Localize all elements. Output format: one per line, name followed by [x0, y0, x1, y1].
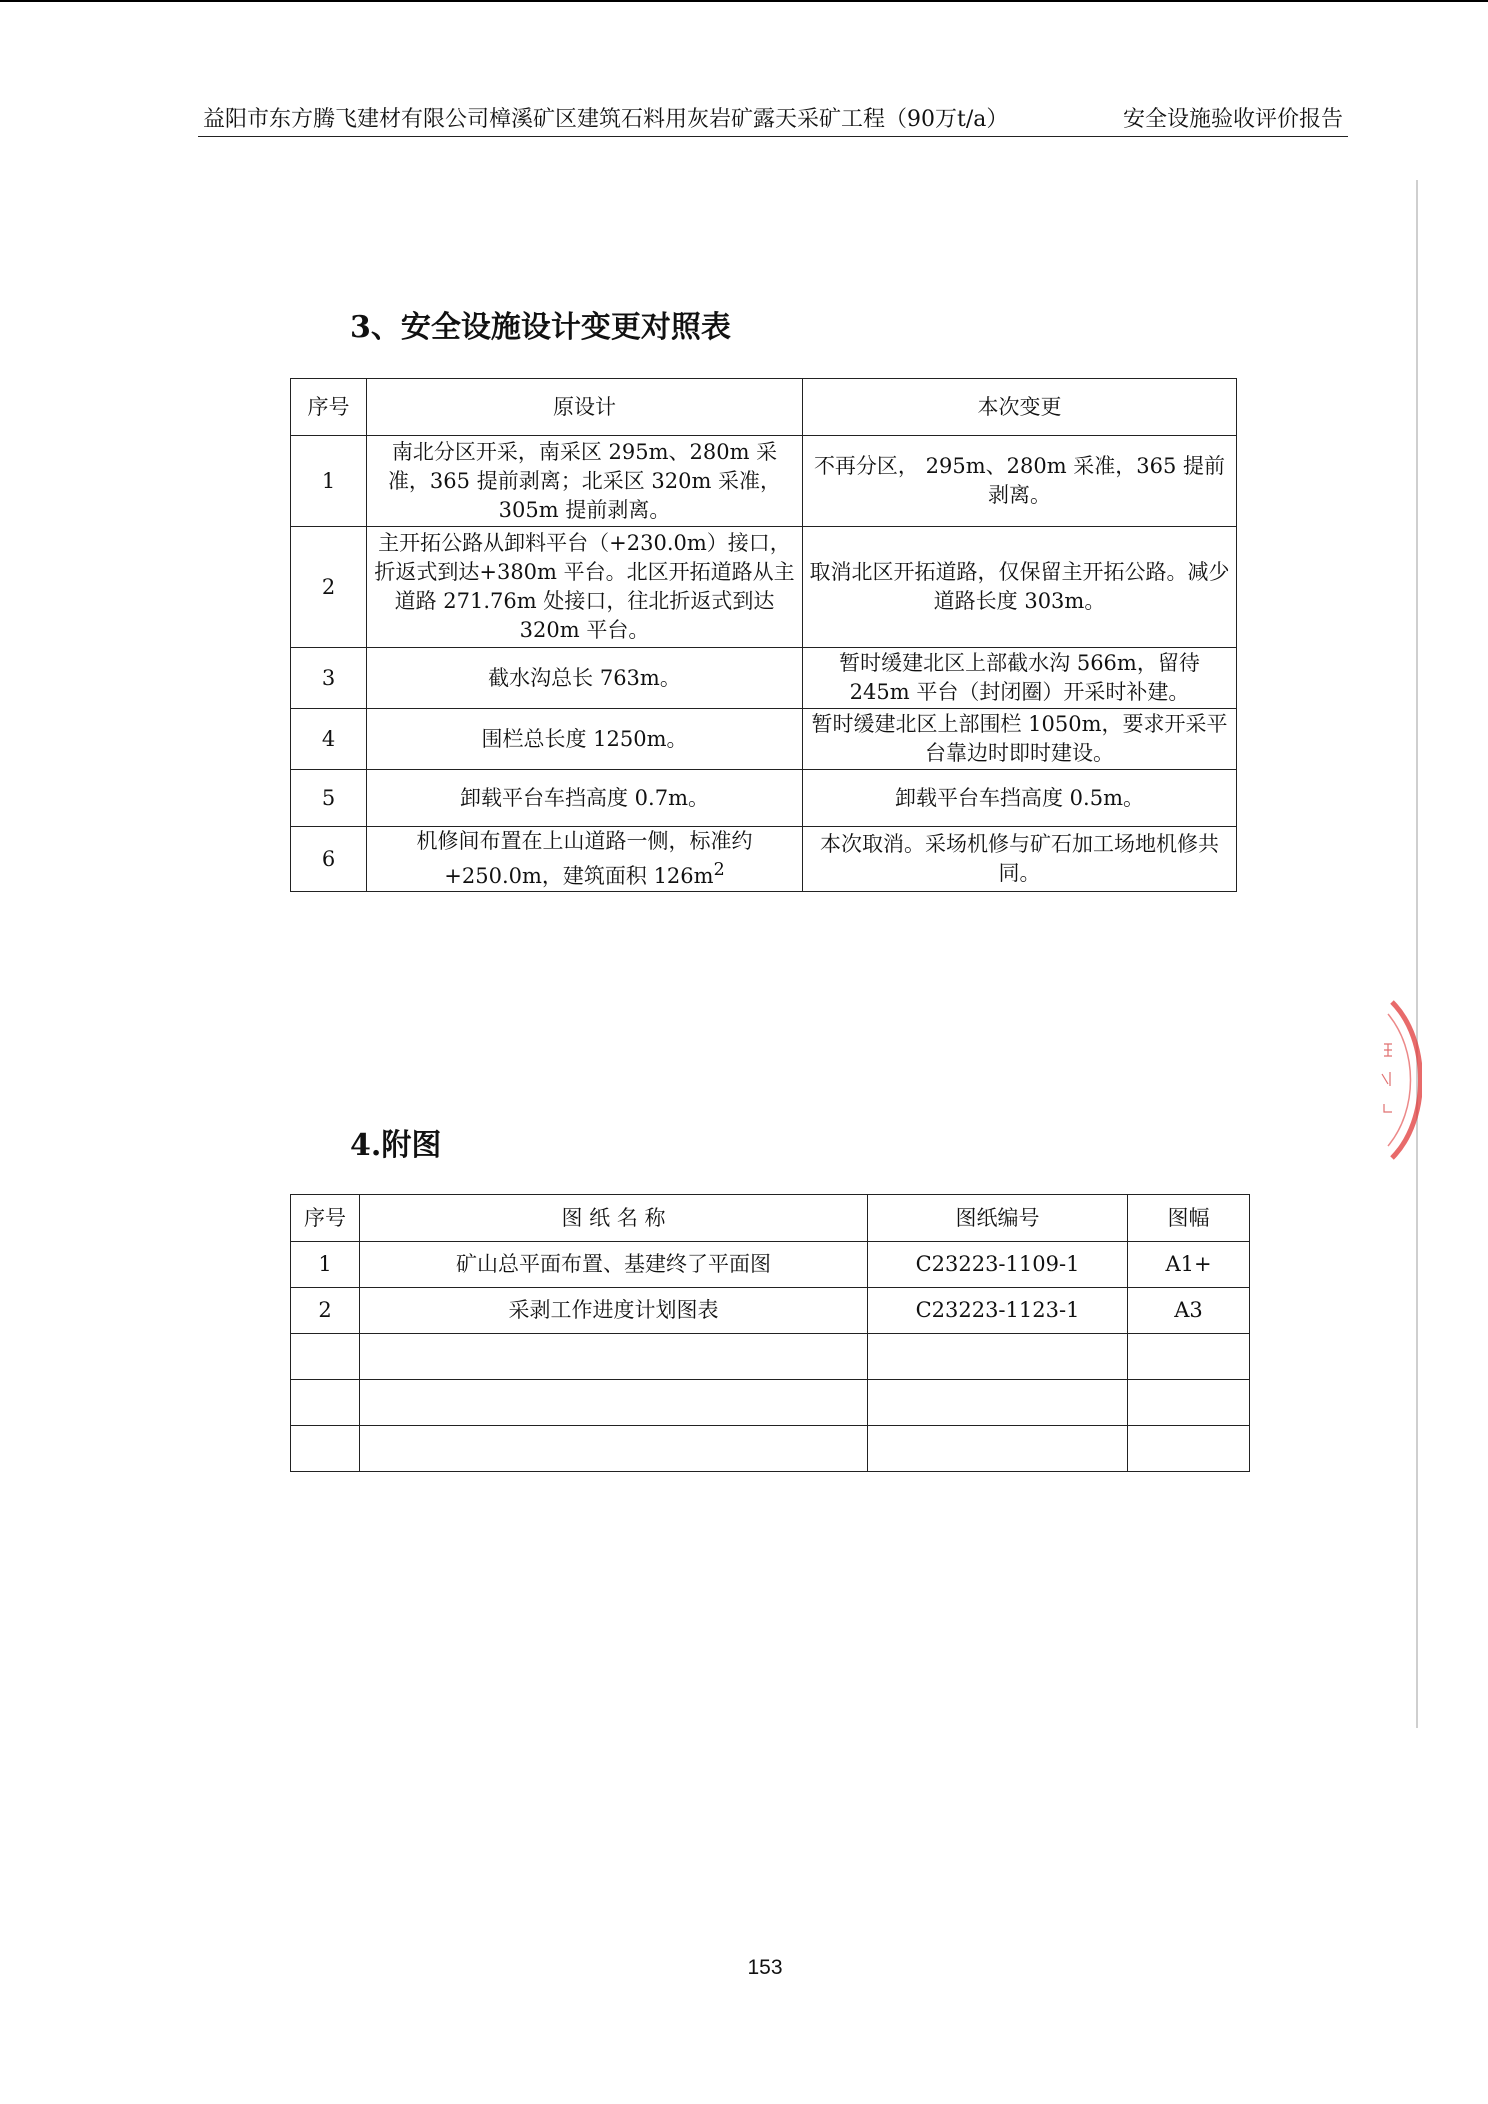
- table-row: [291, 1380, 1250, 1426]
- row-sheet-size: [1128, 1380, 1250, 1426]
- table-row: [291, 1426, 1250, 1472]
- row-drawing-code: [868, 1426, 1128, 1472]
- row-no: 5: [291, 770, 367, 827]
- row-sheet-size: A3: [1128, 1288, 1250, 1334]
- row-original: 主开拓公路从卸料平台（+230.0m）接口，折返式到达+380m 平台。北区开拓道路从主道路 271.76m 处接口，往北折返式到达 320m 平台。: [367, 527, 803, 648]
- row-original: 南北分区开采，南采区 295m、280m 采准，365 提前剥离；北采区 320m 采准，305m 提前剥离。: [367, 436, 803, 527]
- section-3-title: 3、安全设施设计变更对照表: [350, 310, 731, 345]
- row-change: 不再分区， 295m、280m 采准，365 提前剥离。: [803, 436, 1237, 527]
- row-change: 取消北区开拓道路，仅保留主开拓公路。减少道路长度 303m。: [803, 527, 1237, 648]
- row-no: 2: [291, 527, 367, 648]
- header-title: 益阳市东方腾飞建材有限公司樟溪矿区建筑石料用灰岩矿露天采矿工程（90万t/a）: [203, 107, 1009, 132]
- row-sheet-size: [1128, 1334, 1250, 1380]
- row-original: 围栏总长度 1250m。: [367, 709, 803, 770]
- row-original: [367, 827, 803, 892]
- row-drawing-name: [360, 1334, 868, 1380]
- row-no: 3: [291, 648, 367, 709]
- row-no: 4: [291, 709, 367, 770]
- table-row: [291, 770, 1237, 827]
- table-row: [291, 1288, 1250, 1334]
- row-drawing-code: [868, 1380, 1128, 1426]
- stamp-glyph: [1382, 1072, 1390, 1086]
- page-top-border: [0, 0, 1488, 2]
- row-no: 1: [291, 436, 367, 527]
- header-drawing-code: 图纸编号: [868, 1195, 1128, 1242]
- row-drawing-name: [360, 1380, 868, 1426]
- header-report-name: 安全设施验收评价报告: [1122, 107, 1343, 132]
- row-no: 2: [291, 1288, 360, 1334]
- section-4-title: 4.附图: [350, 1128, 442, 1163]
- row-drawing-name: 采剥工作进度计划图表: [360, 1288, 868, 1334]
- header-change: 本次变更: [803, 379, 1237, 436]
- table-header-row: [291, 379, 1237, 436]
- stamp-glyph: [1384, 1044, 1392, 1056]
- table-row: [291, 527, 1237, 648]
- row-no: 1: [291, 1242, 360, 1288]
- row-drawing-code: C23223-1123-1: [868, 1288, 1128, 1334]
- row-drawing-code: [868, 1334, 1128, 1380]
- row-no: [291, 1426, 360, 1472]
- design-change-table: [290, 378, 1237, 892]
- header-drawing-name: 图 纸 名 称: [360, 1195, 868, 1242]
- row-sheet-size: [1128, 1426, 1250, 1472]
- row-drawing-code: C23223-1109-1: [868, 1242, 1128, 1288]
- page-header: [198, 104, 1348, 137]
- row-sheet-size: A1+: [1128, 1242, 1250, 1288]
- margin-rule: [1416, 180, 1418, 1728]
- table-header-row: [291, 1195, 1250, 1242]
- header-sheet-size: 图幅: [1128, 1195, 1250, 1242]
- row-drawing-name: [360, 1426, 868, 1472]
- red-seal-stamp: [1372, 1000, 1422, 1160]
- header-no: 序号: [291, 1195, 360, 1242]
- table-row: [291, 1334, 1250, 1380]
- row-no: 6: [291, 827, 367, 892]
- superscript: 2: [713, 860, 725, 880]
- row-drawing-name: 矿山总平面布置、基建终了平面图: [360, 1242, 868, 1288]
- row-no: [291, 1380, 360, 1426]
- row-change: 暂时缓建北区上部截水沟 566m，留待 245m 平台（封闭圈）开采时补建。: [803, 648, 1237, 709]
- header-original-design: 原设计: [367, 379, 803, 436]
- table-row: [291, 436, 1237, 527]
- row-no: [291, 1334, 360, 1380]
- row-change: 暂时缓建北区上部围栏 1050m，要求开采平台靠边时即时建设。: [803, 709, 1237, 770]
- row-original-text: 机修间布置在上山道路一侧，标准约 +250.0m，建筑面积 126m: [416, 829, 753, 888]
- table-row: [291, 1242, 1250, 1288]
- stamp-arc-inner: [1388, 1014, 1411, 1146]
- stamp-glyph: [1384, 1104, 1392, 1112]
- drawings-table: [290, 1194, 1250, 1472]
- table-row: [291, 827, 1237, 892]
- page-number: 153: [747, 1956, 783, 1979]
- header-no: 序号: [291, 379, 367, 436]
- row-original: 截水沟总长 763m。: [367, 648, 803, 709]
- table-row: [291, 709, 1237, 770]
- row-change: 本次取消。采场机修与矿石加工场地机修共同。: [803, 827, 1237, 892]
- table-row: [291, 648, 1237, 709]
- row-original: 卸载平台车挡高度 0.7m。: [367, 770, 803, 827]
- row-change: 卸载平台车挡高度 0.5m。: [803, 770, 1237, 827]
